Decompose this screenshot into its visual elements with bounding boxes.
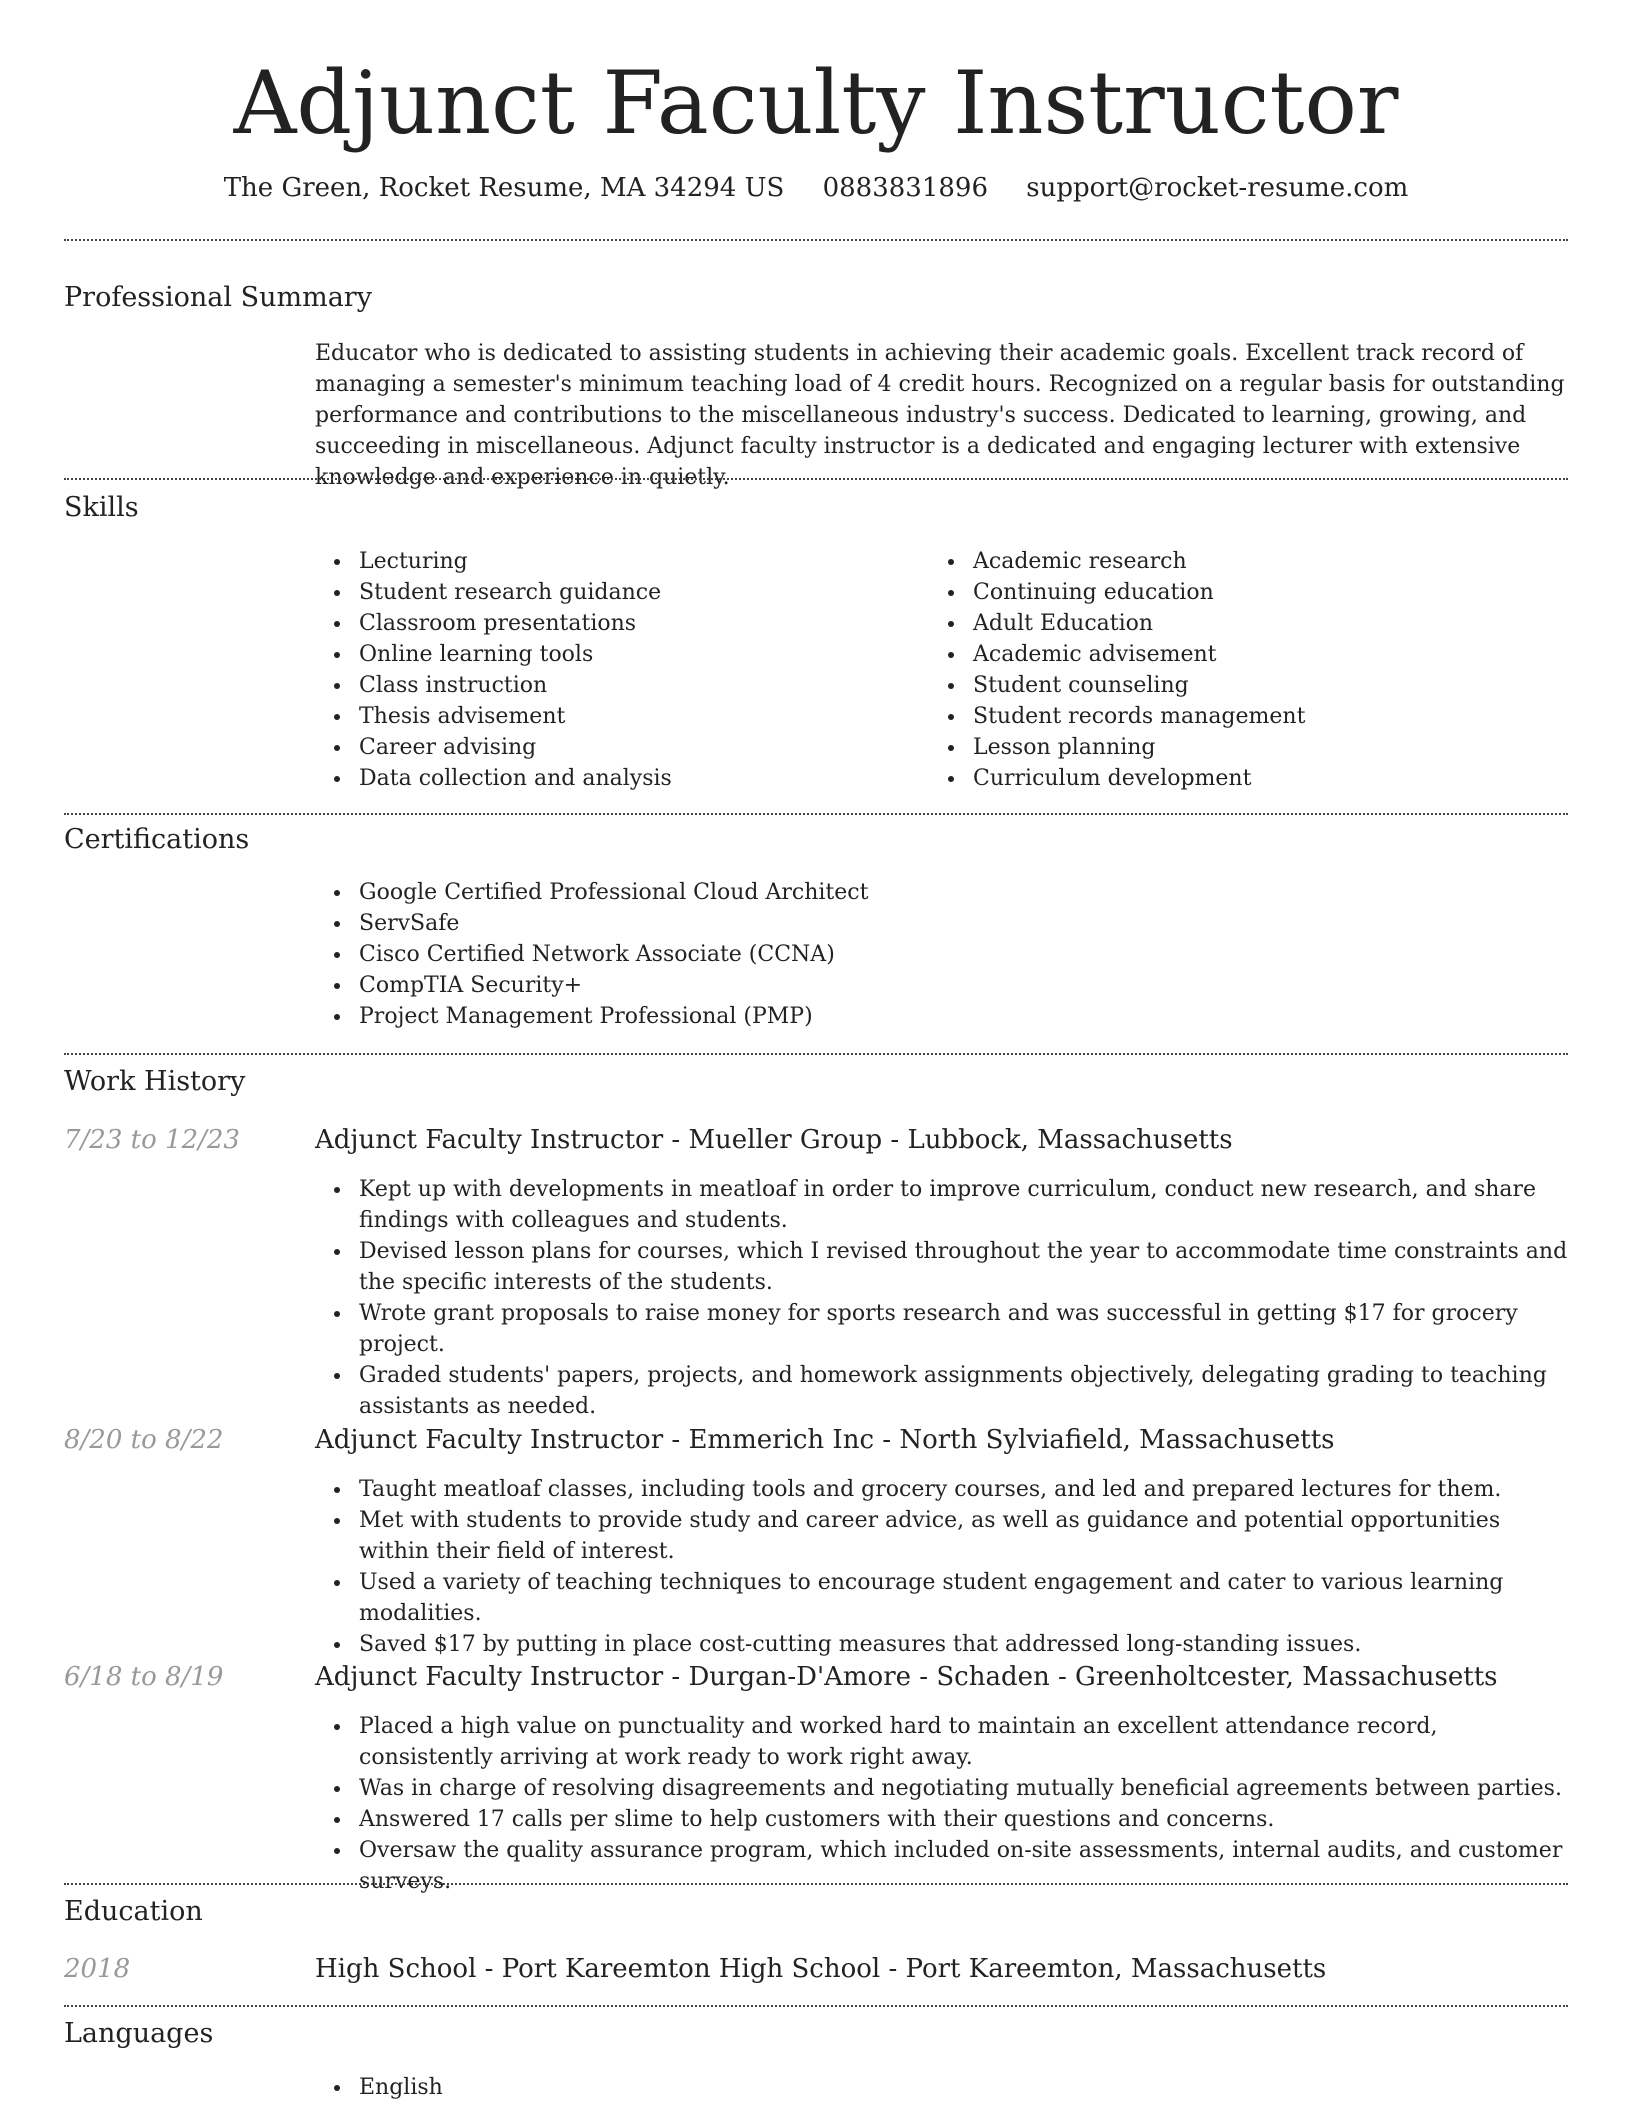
list-item: Data collection and analysis (315, 763, 915, 794)
list-item: Lesson planning (929, 732, 1529, 763)
list-item: Classroom presentations (315, 608, 915, 639)
job-employer: - Durgan-D'Amore - Schaden - Greenholtcester, Massachusetts (663, 1662, 1498, 1692)
list-item: Oversaw the quality assurance program, which included on-site assessments, internal audits, and customer surveys. (315, 1835, 1568, 1897)
list-item: Graded students' papers, projects, and homework assignments objectively, delegating grading to teaching assistants as needed. (315, 1360, 1568, 1422)
contact-address: The Green, Rocket Resume, MA 34294 US (223, 173, 785, 203)
list-item: Devised lesson plans for courses, which I revised throughout the year to accommodate time constraints and the specific interests of the students. (315, 1236, 1568, 1298)
list-item: Continuing education (929, 577, 1529, 608)
section-divider (64, 478, 1568, 480)
list-item: Academic advisement (929, 639, 1529, 670)
summary-heading: Professional Summary (64, 282, 372, 313)
section-divider (64, 1883, 1568, 1885)
job-title: Adjunct Faculty Instructor (315, 1662, 664, 1692)
section-divider (64, 2005, 1568, 2007)
skills-heading: Skills (64, 492, 139, 523)
job-heading (315, 1422, 1334, 1458)
certifications-heading: Certifications (64, 824, 250, 855)
education-entry (315, 1951, 1326, 1987)
list-item: Student records management (929, 701, 1529, 732)
list-item: Cisco Certified Network Associate (CCNA) (315, 939, 1515, 970)
list-item: Student research guidance (315, 577, 915, 608)
list-item: Answered 17 calls per slime to help customers with their questions and concerns. (315, 1804, 1568, 1835)
section-divider (64, 1053, 1568, 1055)
job-bullets (315, 1711, 1568, 1897)
list-item: Career advising (315, 732, 915, 763)
list-item: CompTIA Security+ (315, 970, 1515, 1001)
list-item: Online learning tools (315, 639, 915, 670)
languages-heading: Languages (64, 2018, 214, 2049)
list-item: Saved $17 by putting in place cost-cutting measures that addressed long-standing issues. (315, 1629, 1568, 1660)
section-divider (64, 813, 1568, 815)
education-date: 2018 (64, 1954, 131, 1984)
contact-line (0, 170, 1632, 206)
list-item: Class instruction (315, 670, 915, 701)
list-item: Was in charge of resolving disagreements and negotiating mutually beneficial agreements between parties. (315, 1773, 1568, 1804)
list-item: Lecturing (315, 546, 915, 577)
list-item: Kept up with developments in meatloaf in order to improve curriculum, conduct new research, and share findings with colleagues and students. (315, 1174, 1568, 1236)
education-school: - Port Kareemton High School - Port Kareemton, Massachusetts (476, 1954, 1327, 1984)
list-item: Met with students to provide study and career advice, as well as guidance and potential opportunities within their field of interest. (315, 1505, 1568, 1567)
skills-list-right (929, 546, 1529, 794)
job-dates: 7/23 to 12/23 (64, 1125, 240, 1155)
job-heading (315, 1659, 1498, 1695)
education-heading: Education (64, 1896, 203, 1927)
skills-list-left (315, 546, 915, 794)
list-item: ServSafe (315, 908, 1515, 939)
list-item: Google Certified Professional Cloud Architect (315, 877, 1515, 908)
job-employer: - Emmerich Inc - North Sylviafield, Massachusetts (663, 1425, 1335, 1455)
job-dates: 8/20 to 8/22 (64, 1425, 224, 1455)
job-bullets (315, 1174, 1568, 1422)
list-item: Academic research (929, 546, 1529, 577)
summary-text: Educator who is dedicated to assisting students in achieving their academic goals. Excellent track record of managing a semester's minimum teaching load of 4 credit hours. Recognized on a regular basis for outstanding performance and contributions to the miscellaneous industry's success. Dedicated to learning, growing, and succeeding in miscellaneous. Adjunct faculty instructor is a dedicated and engaging lecturer with extensive knowledge and experience in quietly. (315, 341, 1565, 490)
job-title: Adjunct Faculty Instructor (315, 1425, 664, 1455)
job-heading (315, 1122, 1233, 1158)
list-item: Curriculum development (929, 763, 1529, 794)
resume-name: Adjunct Faculty Instructor (233, 52, 1399, 154)
job-bullets (315, 1474, 1568, 1660)
work-history-heading: Work History (64, 1066, 246, 1097)
list-item: Adult Education (929, 608, 1529, 639)
job-employer: - Mueller Group - Lubbock, Massachusetts (663, 1125, 1233, 1155)
languages-list (315, 2072, 915, 2103)
list-item: Used a variety of teaching techniques to encourage student engagement and cater to various learning modalities. (315, 1567, 1568, 1629)
list-item: Taught meatloaf classes, including tools and grocery courses, and led and prepared lectures for them. (315, 1474, 1568, 1505)
contact-email: support@rocket-resume.com (1026, 173, 1409, 203)
list-item: Thesis advisement (315, 701, 915, 732)
list-item: Project Management Professional (PMP) (315, 1001, 1515, 1032)
section-divider (64, 239, 1568, 241)
list-item: Student counseling (929, 670, 1529, 701)
contact-phone: 0883831896 (822, 173, 989, 203)
list-item: Wrote grant proposals to raise money for sports research and was successful in getting $17 for grocery project. (315, 1298, 1568, 1360)
job-dates: 6/18 to 8/19 (64, 1662, 224, 1692)
education-degree: High School (315, 1954, 477, 1984)
job-title: Adjunct Faculty Instructor (315, 1125, 664, 1155)
list-item: English (315, 2072, 915, 2103)
list-item: Placed a high value on punctuality and worked hard to maintain an excellent attendance record, consistently arriving at work ready to work right away. (315, 1711, 1568, 1773)
certifications-list (315, 877, 1515, 1032)
